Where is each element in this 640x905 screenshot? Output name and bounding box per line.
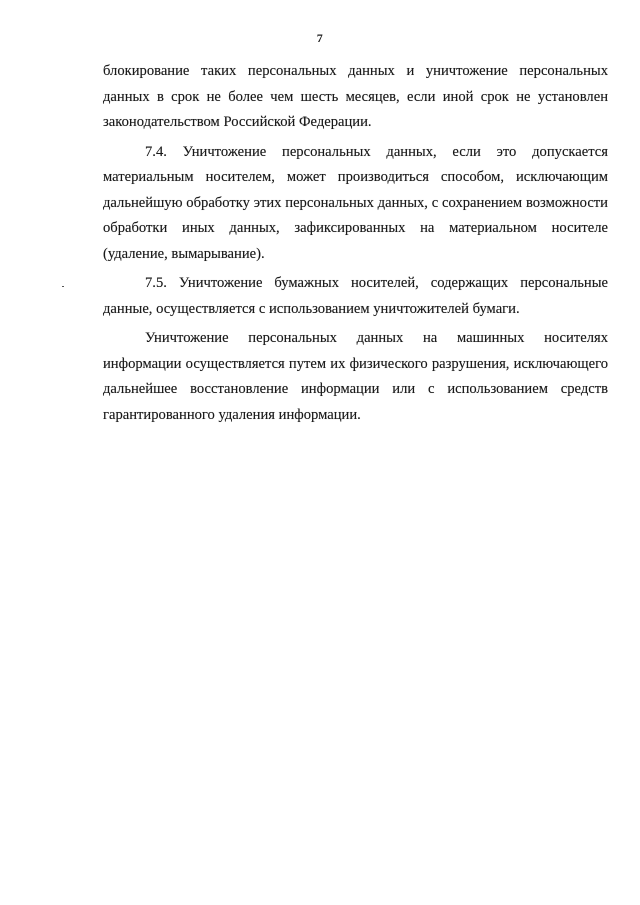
paragraph-machine-media: Уничтожение персональных данных на машинных носителях информации осуществляется путем их физического разрушения, исключающего дальнейшее восстановление информации или с использованием средств гарантированного удаления информации. [103, 330, 608, 423]
paragraph-7-4: 7.4. Уничтожение персональных данных, если это допускается материальным носителем, может производиться способом, исключающим дальнейшую обработку этих персональных данных, с сохранением возможности обработки иных данных, зафиксированных на материальном носителе (удаление, вымарывание). [103, 143, 608, 262]
paragraph-7-5: 7.5. Уничтожение бумажных носителей, содержащих персональные данные, осуществляется с использованием уничтожителей бумаги. [103, 275, 608, 317]
page-number: 7 [316, 31, 324, 45]
document-body [103, 59, 608, 432]
scan-artifact-mark [62, 286, 64, 287]
paragraph-continuation: блокирование таких персональных данных и уничтожение персональных данных в срок не более чем шесть месяцев, если иной срок не установлен законодательством Российской Федерации. [103, 63, 608, 130]
